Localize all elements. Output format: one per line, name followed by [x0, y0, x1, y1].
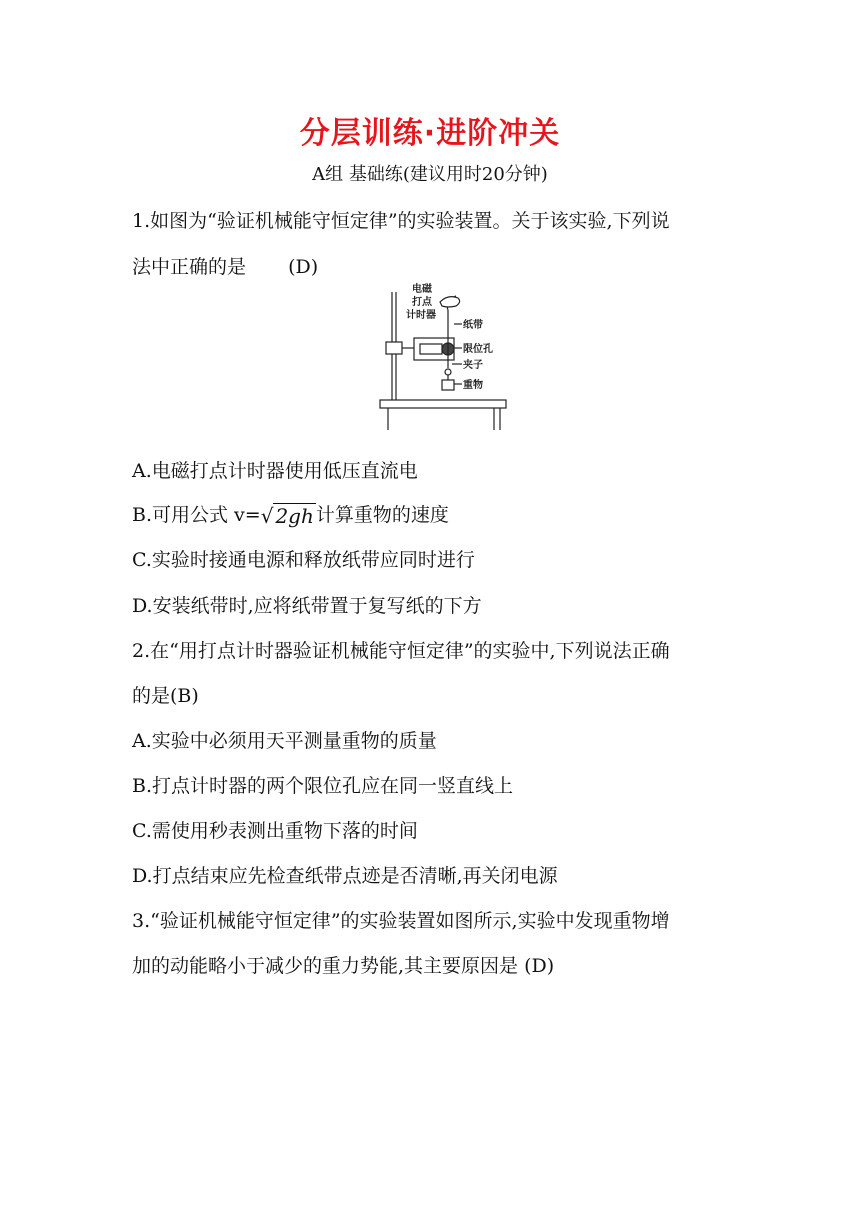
q1-option-c: C.实验时接通电源和释放纸带应同时进行	[132, 549, 475, 571]
q1-option-a: A.电磁打点计时器使用低压直流电	[132, 460, 418, 482]
label-timer-3: 计时器	[406, 310, 436, 321]
q3-stem-line1: 3.“验证机械能守恒定律”的实验装置如图所示,实验中发现重物增	[132, 910, 670, 932]
q2-stem-line2: 的是(B)	[132, 685, 199, 707]
q1-option-d: D.安装纸带时,应将纸带置于复写纸的下方	[132, 595, 482, 617]
q2-option-a: A.实验中必须用天平测量重物的质量	[132, 730, 437, 752]
label-tape: 纸带	[463, 320, 483, 331]
section-subtitle: A组 基础练(建议用时20分钟)	[312, 164, 548, 185]
label-timer-1: 电磁	[412, 284, 432, 295]
formula-radicand: 2gh	[275, 504, 314, 528]
q1-stem-line1: 1.如图为“验证机械能守恒定律”的实验装置。关于该实验,下列说	[132, 210, 670, 232]
q2-option-c: C.需使用秒表测出重物下落的时间	[132, 820, 418, 842]
label-clip: 夹子	[463, 360, 483, 371]
label-hole: 限位孔	[463, 344, 493, 355]
label-weight: 重物	[463, 380, 483, 391]
q1-option-b	[132, 500, 449, 528]
q2-stem-line1: 2.在“用打点计时器验证机械能守恒定律”的实验中,下列说法正确	[132, 640, 670, 662]
sqrt-icon: √	[260, 504, 274, 528]
q1-answer: (D)	[288, 256, 319, 278]
q1-stem-line2	[132, 252, 318, 279]
label-timer-2: 打点	[412, 297, 432, 308]
page-title: 分层训练·进阶冲关	[299, 116, 561, 151]
q1-stem-text: 法中正确的是	[132, 256, 247, 278]
q3-stem-line2: 加的动能略小于减少的重力势能,其主要原因是 (D)	[132, 955, 555, 977]
apparatus-figure	[378, 280, 508, 432]
q1-option-b-suffix: 计算重物的速度	[315, 504, 449, 526]
sqrt-formula	[261, 504, 316, 528]
q2-option-b: B.打点计时器的两个限位孔应在同一竖直线上	[132, 775, 514, 797]
q1-option-b-prefix: B.可用公式 v=	[132, 504, 261, 526]
q2-option-d: D.打点结束应先检查纸带点迹是否清晰,再关闭电源	[132, 865, 558, 887]
